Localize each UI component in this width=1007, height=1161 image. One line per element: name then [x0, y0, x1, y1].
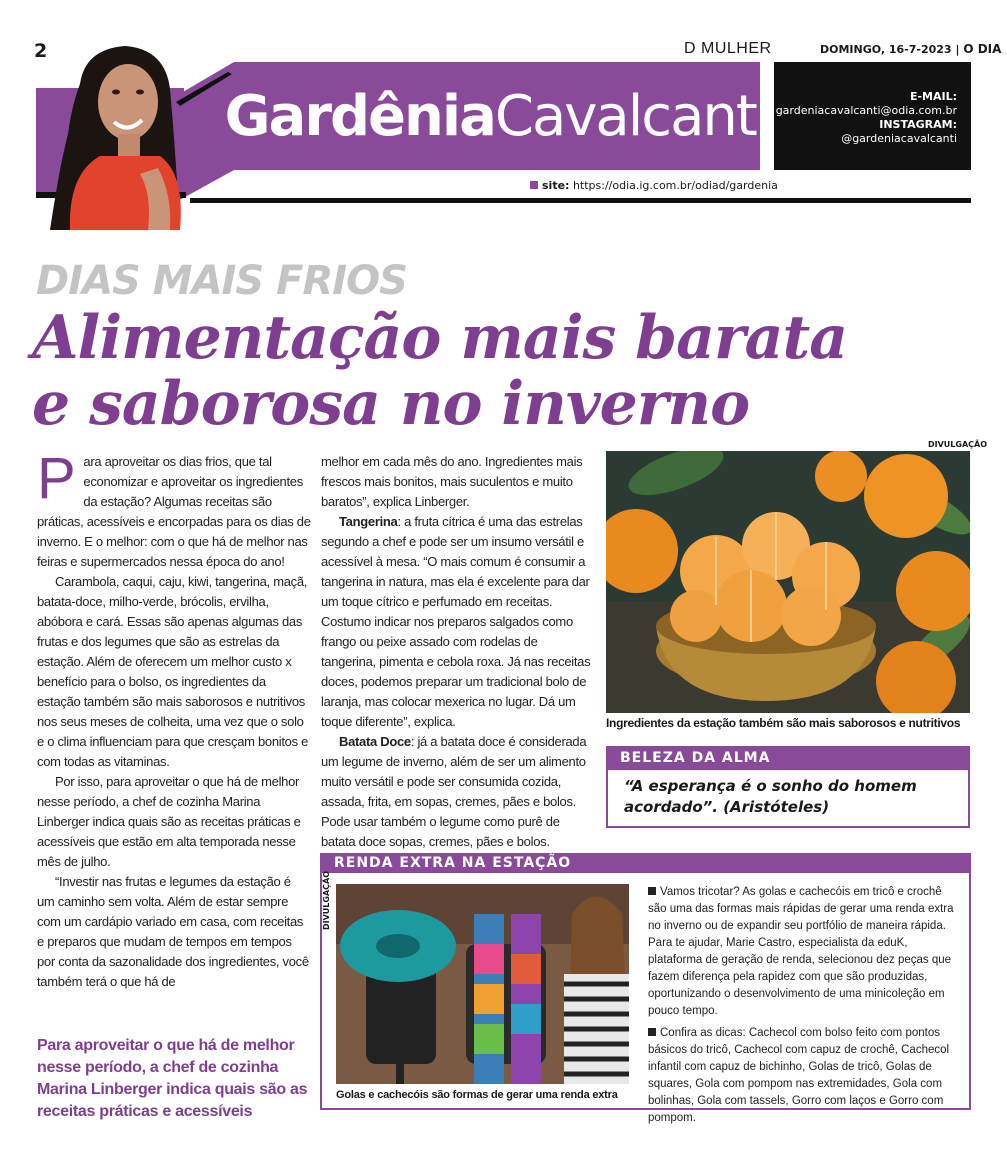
site-label: site:: [542, 179, 570, 192]
square-bullet-icon: [530, 181, 538, 189]
pull-quote: Para aproveitar o que há de melhor nesse período, a chef de cozinha Marina Linberger indica quais são as receitas práticas e acessíveis: [37, 1037, 308, 1120]
paragraph-text: Vamos tricotar? As golas e cachecóis em tricô e crochê são uma das formas mais rápidas de gerar uma renda extra no inverno ou de expandir seu portfólio de maneira rápida. Para te ajudar, Marie Castro, especialista da eduK, plataforma de geração de renda, selecionou dez peças que fazem diferença pela rapidez com que são produzidas, oportunizando o desenvolvimento de uma minicoleção em pouco tempo.: [648, 886, 954, 1017]
paragraph: melhor em cada mês do ano. Ingredientes mais frescos mais bonitos, mais suculentos e muito baratos”, explica Linberger.: [321, 454, 583, 509]
article-kicker: DIAS MAIS FRIOS: [36, 258, 407, 304]
headline-line-2: e saborosa no inverno: [32, 369, 750, 439]
soul-quote-text: “A esperança é o sonho do homem acordado”. (Aristóteles): [624, 777, 917, 816]
issue-date: DOMINGO, 16-7-2023: [820, 43, 952, 56]
paragraph-text: : a fruta cítrica é uma das estrelas segundo a chef e pode ser um insumo versátil e acessível à mesa. “O mais comum é consumir a tangerina in natura, mas ela é excelente para dar um toque cítrico e perfumado em receitas. Costumo indicar nos preparos salgados como frango ou peixe assado com rodelas de tangerina, pimenta e cebola roxa. Já nas receitas doces, podemos preparar um tradicional bolo de laranja, mas colocar mexerica no lugar. Dá um toque diferente”, explica.: [321, 514, 591, 729]
site-link[interactable]: https://odia.ig.com.br/odiad/gardenia: [572, 179, 778, 192]
paragraph: [37, 446, 311, 572]
tangerine-photo: [606, 451, 970, 713]
paragraph: Carambola, caqui, caju, kiwi, tangerina, maçã, batata-doce, milho-verde, brócolis, ervilha, abóbora e cará. Essas são apenas algumas das frutas e dos legumes que são as estrelas da estação. Além de oferecem um melhor custo x benefício para o bolso, os ingredientes da estação também são mais saborosos e nutritivos nos seus meses de colheita, uma vez que o solo e o clima influenciam para que cresçam bonitos e com todas as vitaminas.: [37, 574, 309, 769]
page-number: 2: [34, 40, 48, 62]
paragraph: [321, 512, 595, 732]
article-column-2: [321, 452, 595, 852]
article-headline: [32, 305, 952, 437]
paragraph-text: ara aproveitar os dias frios, que tal economizar e aproveitar os ingredientes da estação? Algumas receitas são práticas, acessíveis e encorpadas para os dias de inverno. E o melhor: com o que há de melhor nas feiras e supermercados nessa época do ano!: [37, 454, 311, 569]
date-separator: |: [955, 43, 960, 56]
renda-extra-title: RENDA EXTRA NA ESTAÇÃO: [320, 853, 971, 873]
site-line: [530, 179, 778, 192]
photo-caption: Golas e cachecóis são formas de gerar uma renda extra: [336, 1089, 618, 1101]
headline-line-1: Alimentação mais barata: [32, 303, 848, 373]
columnist-first-name: Gardênia: [224, 83, 495, 149]
paragraph-text: Confira as dicas: Cachecol com bolso feito com pontos básicos do tricô, Cachecol com capuz de crochê, Cachecol infantil com capuz de bichinho, Golas de tricô, Golas de squares, Gola com pompom nas extremidades, Gola com bolinhas, Gola com tassels, Gorro com laços e Gorro com pompom.: [648, 1027, 950, 1124]
paragraph: “Investir nas frutas e legumes da estação é um caminho sem volta. Além de estar sempre com um cardápio variado em casa, com receitas e preparos que mudam de tempos em tempos por conta da sazonalidade dos ingredientes, você também terá o que há de: [37, 874, 309, 989]
square-bullet-icon: [648, 887, 656, 895]
photo-credit: DIVULGAÇÃO: [322, 870, 331, 930]
article-column-1: [37, 446, 311, 992]
paragraph: [321, 732, 595, 852]
email-label: E-MAIL:: [909, 90, 957, 103]
columnist-name-band: [224, 62, 770, 170]
instagram-link[interactable]: @gardeniacavalcanti: [841, 132, 957, 145]
renda-paragraph: [648, 1025, 958, 1127]
soul-quote-title: BELEZA DA ALMA: [606, 746, 970, 770]
header-rule: [190, 198, 971, 203]
paragraph: Por isso, para aproveitar o que há de melhor nesse período, a chef de cozinha Marina Linberger indica quais são as receitas práticas e acessíveis que estão em alta temporada nesse mês de julho.: [37, 774, 301, 869]
columnist-last-name: Cavalcanti: [494, 83, 770, 149]
square-bullet-icon: [648, 1028, 656, 1036]
paragraph-text: : já a batata doce é considerada um legume de inverno, além de ser um alimento muito versátil e pode ser consumida cozida, assada, frita, em sopas, cremes, pães e bolos. Pode usar também o legume como purê de batata doce sopas, cremes, pães e bolos.: [321, 734, 587, 849]
renda-paragraph: [648, 884, 958, 1020]
instagram-label: INSTAGRAM:: [879, 118, 957, 131]
scarves-photo: [336, 884, 629, 1084]
photo-credit: DIVULGAÇÃO: [928, 440, 988, 449]
section-name: D MULHER: [684, 40, 772, 57]
paragraph-lead: Batata Doce: [339, 734, 411, 749]
paragraph-lead: Tangerina: [339, 514, 398, 529]
email-link[interactable]: gardeniacavalcanti@odia.com.br: [775, 104, 957, 117]
drop-cap: P: [37, 446, 76, 511]
photo-caption: Ingredientes da estação também são mais saborosos e nutritivos: [606, 716, 961, 730]
newspaper-name: O DIA: [963, 42, 1002, 56]
columnist-portrait: [40, 44, 190, 230]
contact-box: [774, 62, 971, 170]
